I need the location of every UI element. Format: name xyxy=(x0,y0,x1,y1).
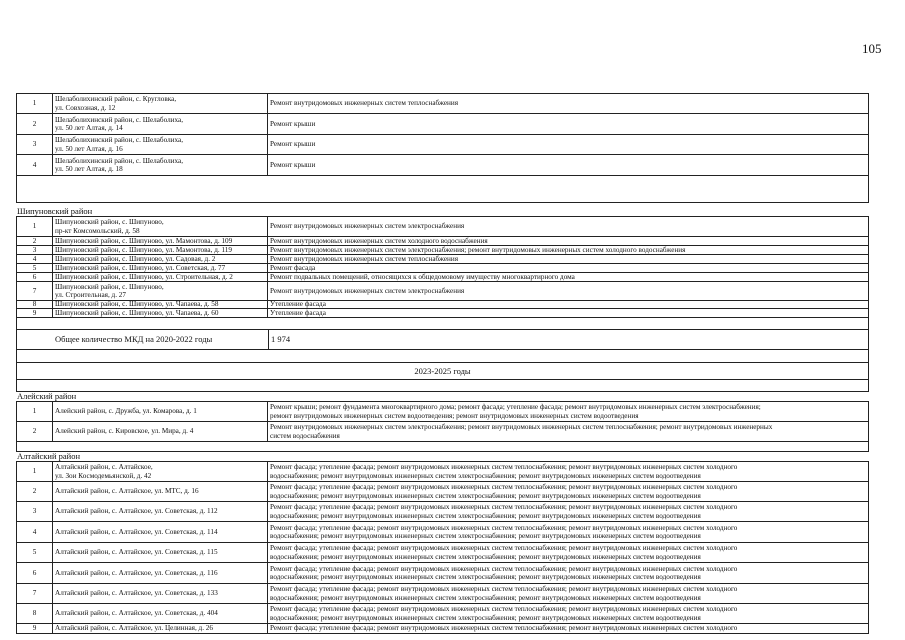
work-type-cell xyxy=(268,155,868,175)
work-type-line: Ремонт внутридомовых инженерных систем электроснабжения; ремонт внутридомовых инженерных систем холодного водоснабжения xyxy=(270,246,686,254)
table-row xyxy=(16,217,869,237)
spacer-row xyxy=(16,176,869,203)
address-line: Алтайский район, с. Алтайское, ул. Советская, д. 404 xyxy=(55,609,218,618)
section-shipunovo xyxy=(16,217,869,318)
address-line: Шипуновский район, с. Шипуново, ул. Строительная, д. 2 xyxy=(55,273,233,281)
address-line: ул. 50 лет Алтая, д. 14 xyxy=(55,124,123,132)
row-number: 2 xyxy=(17,482,53,501)
address-cell xyxy=(53,114,268,134)
address-line: ул. 50 лет Алтая, д. 18 xyxy=(55,165,123,173)
address-line: Шипуновский район, с. Шипуново, ул. Садовая, д. 2 xyxy=(55,255,216,263)
work-type-line: водоснабжения; ремонт внутридомовых инженерных систем электроснабжения; ремонт внутридомовых инженерных систем водоотведения xyxy=(270,593,701,602)
address-line: пр-кт Комсомольский, д. 58 xyxy=(55,226,140,235)
address-line: Шелаболихинский район, с. Шелаболиха, xyxy=(55,136,184,145)
row-number: 7 xyxy=(17,282,53,300)
work-type-line: Ремонт внутридомовых инженерных систем электроснабжения xyxy=(270,222,465,231)
period-heading: 2023-2025 годы xyxy=(16,363,869,380)
table-row xyxy=(16,624,869,634)
work-type-cell xyxy=(268,522,868,542)
address-cell xyxy=(53,522,268,542)
page-number: 105 xyxy=(862,41,882,56)
address-cell xyxy=(53,155,268,175)
address-line: Алтайский район, с. Алтайское, xyxy=(55,463,153,472)
work-type-line: Ремонт подвальных помещений, относящихся к общедомовому имуществу многоквартирного дома xyxy=(270,273,575,281)
work-type-cell xyxy=(268,402,868,421)
address-cell xyxy=(53,482,268,501)
region-heading-altay: Алтайский район xyxy=(16,452,869,462)
row-number: 5 xyxy=(17,264,53,272)
table-row xyxy=(16,482,869,502)
address-line: Алейский район, с. Дружба, ул. Комарова, д. 1 xyxy=(55,407,197,416)
work-type-line: Ремонт фасада; утепление фасада; ремонт внутридомовых инженерных систем теплоснабжения; ремонт внутридомовых инженерных систем холодного xyxy=(270,564,738,573)
address-line: Алтайский район, с. Алтайское, ул. Советская, д. 114 xyxy=(55,527,218,536)
table-row xyxy=(16,255,869,264)
register-table xyxy=(16,93,869,634)
address-line: Шелаболихинский район, с. Кругловка, xyxy=(55,95,177,104)
work-type-cell xyxy=(268,282,868,300)
work-type-cell xyxy=(268,114,868,134)
work-type-line: Ремонт фасада; утепление фасада; ремонт внутридомовых инженерных систем теплоснабжения; ремонт внутридомовых инженерных систем холодного xyxy=(270,463,738,472)
work-type-cell xyxy=(268,273,868,281)
table-row xyxy=(16,309,869,318)
work-type-cell xyxy=(268,135,868,154)
work-type-line: систем водоснабжения xyxy=(270,431,340,440)
region-heading-aleysk: Алейский район xyxy=(16,392,869,402)
table-row xyxy=(16,422,869,442)
row-number: 9 xyxy=(17,624,53,633)
work-type-line: Ремонт внутридомовых инженерных систем теплоснабжения xyxy=(270,255,459,263)
work-type-cell xyxy=(268,301,868,308)
work-type-cell xyxy=(268,94,868,113)
work-type-line: Ремонт фасада; утепление фасада; ремонт внутридомовых инженерных систем теплоснабжения; ремонт внутридомовых инженерных систем холодного xyxy=(270,624,738,633)
work-type-line: водоснабжения; ремонт внутридомовых инженерных систем электроснабжения; ремонт внутридомовых инженерных систем водоотведения xyxy=(270,532,701,540)
address-line: Шипуновский район, с. Шипуново, xyxy=(55,282,164,291)
table-row xyxy=(16,584,869,604)
row-number: 3 xyxy=(17,502,53,521)
address-line: Шипуновский район, с. Шипуново, ул. Советская, д. 77 xyxy=(55,264,226,272)
work-type-line: Ремонт внутридомовых инженерных систем электроснабжения xyxy=(270,286,465,295)
address-cell xyxy=(53,422,268,441)
work-type-line: Ремонт фасада; утепление фасада; ремонт внутридомовых инженерных систем теплоснабжения; ремонт внутридомовых инженерных систем холодного xyxy=(270,503,738,512)
row-number: 4 xyxy=(17,155,53,175)
row-number: 8 xyxy=(17,604,53,623)
table-row xyxy=(16,94,869,114)
row-number: 6 xyxy=(17,273,53,281)
work-type-cell xyxy=(268,246,868,254)
work-type-line: Ремонт крыши xyxy=(270,160,316,169)
work-type-cell xyxy=(268,482,868,501)
work-type-line: Утепление фасада xyxy=(270,309,326,317)
region-heading-shipunovo: Шипуновский район xyxy=(16,203,869,217)
section-aleysk xyxy=(16,402,869,442)
section-altay xyxy=(16,462,869,634)
table-row xyxy=(16,522,869,543)
table-row xyxy=(16,462,869,482)
work-type-cell xyxy=(268,604,868,623)
address-line: ул. Зои Космодемьянской, д. 42 xyxy=(55,471,152,480)
table-row xyxy=(16,246,869,255)
spacer-row xyxy=(16,350,869,363)
work-type-cell xyxy=(268,462,868,481)
table-row xyxy=(16,543,869,563)
work-type-line: Ремонт внутридомовых инженерных систем электроснабжения; ремонт внутридомовых инженерных систем теплоснабжения; ремонт внутридомовых инженерных xyxy=(270,423,773,432)
address-line: Алтайский район, с. Алтайское, ул. Советская, д. 115 xyxy=(55,548,218,557)
work-type-line: Ремонт фасада; утепление фасада; ремонт внутридомовых инженерных систем теплоснабжения; ремонт внутридомовых инженерных систем холодного xyxy=(270,523,738,532)
address-line: Алтайский район, с. Алтайское, ул. Советская, д. 112 xyxy=(55,507,218,516)
total-row xyxy=(16,330,869,350)
table-row xyxy=(16,402,869,422)
work-type-line: Ремонт крыши xyxy=(270,119,316,128)
work-type-line: Утепление фасада xyxy=(270,301,326,308)
work-type-line: Ремонт крыши; ремонт фундамента многоквартирного дома; ремонт фасада; утепление фасада; ремонт внутридомовых инженерных систем электроснабжения; xyxy=(270,403,761,412)
address-line: Шипуновский район, с. Шипуново, ул. Мамонтова, д. 119 xyxy=(55,246,232,254)
row-number: 1 xyxy=(17,402,53,421)
row-number: 5 xyxy=(17,543,53,562)
work-type-line: водоснабжения; ремонт внутридомовых инженерных систем электроснабжения; ремонт внутридомовых инженерных систем водоотведения xyxy=(270,573,701,581)
address-cell xyxy=(53,584,268,603)
work-type-line: водоснабжения; ремонт внутридомовых инженерных систем электроснабжения; ремонт внутридомовых инженерных систем водоотведения xyxy=(270,552,701,561)
row-number: 2 xyxy=(17,422,53,441)
work-type-cell xyxy=(268,237,868,245)
address-cell xyxy=(53,502,268,521)
row-number: 3 xyxy=(17,246,53,254)
row-number: 2 xyxy=(17,114,53,134)
address-cell xyxy=(53,543,268,562)
address-cell xyxy=(53,462,268,481)
row-number: 2 xyxy=(17,237,53,245)
address-line: Шипуновский район, с. Шипуново, ул. Чапаева, д. 58 xyxy=(55,301,219,308)
address-cell xyxy=(53,301,268,308)
table-row xyxy=(16,282,869,301)
work-type-line: Ремонт внутридомовых инженерных систем холодного водоснабжения xyxy=(270,237,488,245)
address-line: ул. Совхозная, д. 12 xyxy=(55,103,116,112)
table-row xyxy=(16,563,869,584)
address-cell xyxy=(53,246,268,254)
work-type-line: водоснабжения; ремонт внутридомовых инженерных систем электроснабжения; ремонт внутридомовых инженерных систем водоотведения xyxy=(270,613,701,622)
table-row xyxy=(16,273,869,282)
work-type-line: водоснабжения; ремонт внутридомовых инженерных систем электроснабжения; ремонт внутридомовых инженерных систем водоотведения xyxy=(270,491,701,500)
address-cell xyxy=(53,237,268,245)
address-line: Алтайский район, с. Алтайское, ул. Советская, д. 116 xyxy=(55,568,218,577)
work-type-line: Ремонт фасада; утепление фасада; ремонт внутридомовых инженерных систем теплоснабжения; ремонт внутридомовых инженерных систем холодного xyxy=(270,544,738,553)
address-line: Шипуновский район, с. Шипуново, ул. Чапаева, д. 60 xyxy=(55,309,219,317)
address-line: Шипуновский район, с. Шипуново, ул. Мамонтова, д. 109 xyxy=(55,237,233,245)
table-row xyxy=(16,301,869,309)
work-type-cell xyxy=(268,624,868,633)
address-line: ул. 50 лет Алтая, д. 16 xyxy=(55,144,123,153)
work-type-cell xyxy=(268,543,868,562)
total-value: 1 974 xyxy=(271,334,291,345)
work-type-line: Ремонт фасада; утепление фасада; ремонт внутридомовых инженерных систем теплоснабжения; ремонт внутридомовых инженерных систем холодного xyxy=(270,585,738,594)
address-cell xyxy=(53,264,268,272)
table-row xyxy=(16,604,869,624)
table-row xyxy=(16,502,869,522)
work-type-line: ремонт внутридомовых инженерных систем водоотведения; ремонт внутридомовых инженерных систем водоотведения xyxy=(270,411,639,420)
work-type-line: Ремонт фасада; утепление фасада; ремонт внутридомовых инженерных систем теплоснабжения; ремонт внутридомовых инженерных систем холодного xyxy=(270,605,738,614)
address-cell xyxy=(53,217,268,236)
work-type-cell xyxy=(268,584,868,603)
address-cell xyxy=(53,402,268,421)
row-number: 4 xyxy=(17,255,53,263)
address-line: ул. Строительная, д. 27 xyxy=(55,291,126,299)
address-cell xyxy=(53,135,268,154)
work-type-cell xyxy=(268,264,868,272)
address-line: Алтайский район, с. Алтайское, ул. Советская, д. 133 xyxy=(55,589,218,598)
table-row xyxy=(16,114,869,135)
spacer-row xyxy=(16,380,869,392)
row-number: 1 xyxy=(17,94,53,113)
address-cell xyxy=(53,94,268,113)
row-number: 4 xyxy=(17,522,53,542)
work-type-cell xyxy=(268,309,868,317)
address-line: Шелаболихинский район, с. Шелаболиха, xyxy=(55,156,184,165)
row-number: 3 xyxy=(17,135,53,154)
table-row xyxy=(16,237,869,246)
work-type-line: Ремонт внутридомовых инженерных систем теплоснабжения xyxy=(270,99,459,108)
spacer-row xyxy=(16,318,869,330)
row-number: 7 xyxy=(17,584,53,603)
section-shelabolikha xyxy=(16,93,869,176)
row-number: 1 xyxy=(17,462,53,481)
total-label: Общее количество МКД на 2020-2022 годы xyxy=(55,334,213,345)
table-row xyxy=(16,135,869,155)
work-type-line: водоснабжения; ремонт внутридомовых инженерных систем электроснабжения; ремонт внутридомовых инженерных систем водоотведения xyxy=(270,471,701,480)
address-cell xyxy=(53,563,268,583)
address-cell xyxy=(53,604,268,623)
row-number: 9 xyxy=(17,309,53,317)
work-type-line: Ремонт крыши xyxy=(270,140,316,149)
work-type-cell xyxy=(268,255,868,263)
address-line: Алейский район, с. Кировское, ул. Мира, д. 4 xyxy=(55,427,194,436)
row-number: 6 xyxy=(17,563,53,583)
work-type-cell xyxy=(268,502,868,521)
table-row xyxy=(16,264,869,273)
work-type-cell xyxy=(268,563,868,583)
address-cell xyxy=(53,273,268,281)
work-type-line: водоснабжения; ремонт внутридомовых инженерных систем электроснабжения; ремонт внутридомовых инженерных систем водоотведения xyxy=(270,511,701,520)
address-line: Алтайский район, с. Алтайское, ул. Целинная, д. 26 xyxy=(55,624,213,633)
row-number: 1 xyxy=(17,217,53,236)
work-type-line: Ремонт фасада; утепление фасада; ремонт внутридомовых инженерных систем теплоснабжения; ремонт внутридомовых инженерных систем холодного xyxy=(270,483,738,492)
address-line: Шипуновский район, с. Шипуново, xyxy=(55,218,164,227)
address-line: Шелаболихинский район, с. Шелаболиха, xyxy=(55,115,184,124)
address-line: Алтайский район, с. Алтайское, ул. МТС, д. 16 xyxy=(55,487,199,496)
table-row xyxy=(16,155,869,176)
work-type-cell xyxy=(268,422,868,441)
row-number: 8 xyxy=(17,301,53,308)
work-type-cell xyxy=(268,217,868,236)
address-cell xyxy=(53,282,268,300)
spacer-row xyxy=(16,442,869,452)
address-cell xyxy=(53,624,268,633)
work-type-line: Ремонт фасада xyxy=(270,264,316,272)
address-cell xyxy=(53,255,268,263)
address-cell xyxy=(53,309,268,317)
